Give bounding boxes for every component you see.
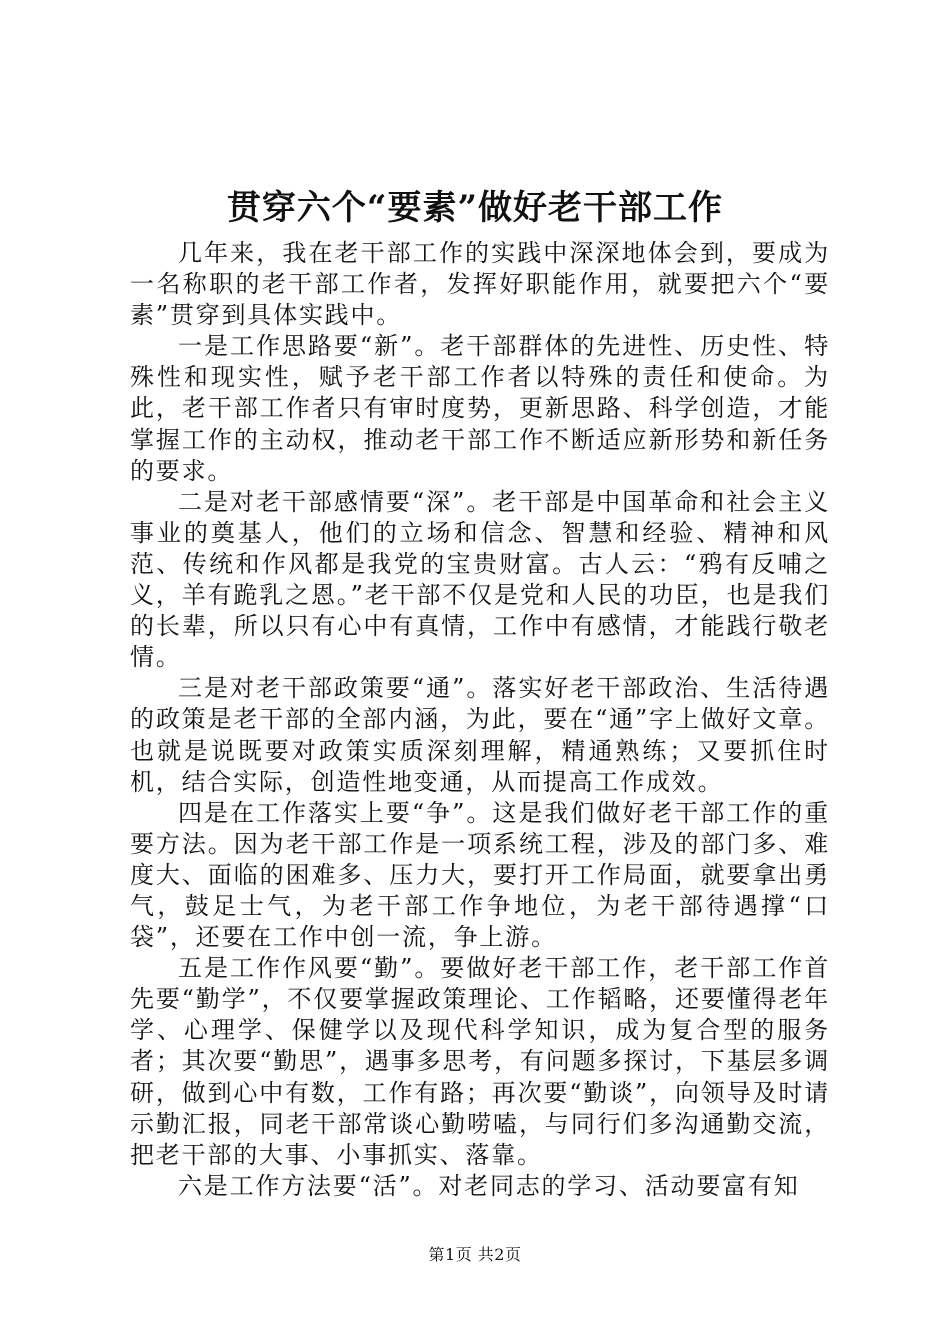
paragraph-point-4: 四是在工作落实上要“争”。这是我们做好老干部工作的重要方法。因为老干部工作是一项系统工程，涉及的部门多、难度大、面临的困难多、压力大，要打开工作局面，就要拿出勇气，鼓足士气，为老干部工作争地位，为老干部待遇撑“口袋”，还要在工作中创一流，争上游。 bbox=[130, 798, 830, 952]
paragraph-point-5: 五是工作作风要“勤”。要做好老干部工作，老干部工作首先要“勤学”，不仅要掌握政策理论、工作韬略，还要懂得老年学、心理学、保健学以及现代科学知识，成为复合型的服务者；其次要“勤思”，遇事多思考，有问题多探讨，下基层多调研，做到心中有数，工作有路；再次要“勤谈”，向领导及时请示勤汇报，同老干部常谈心勤唠嗑，与同行们多沟通勤交流，把老干部的大事、小事抓实、落靠。 bbox=[130, 954, 830, 1169]
paragraph-point-3: 三是对老干部政策要“通”。落实好老干部政治、生活待遇的政策是老干部的全部内涵，为此，要在“通”字上做好文章。也就是说既要对政策实质深刻理解，精通熟练；又要抓住时机，结合实际，创造性地变通，从而提高工作成效。 bbox=[130, 674, 830, 796]
paragraph-point-6: 六是工作方法要“活”。对老同志的学习、活动要富有知 bbox=[178, 1171, 800, 1200]
document-body bbox=[130, 238, 830, 1202]
paragraph-point-1: 一是工作思路要“新”。老干部群体的先进性、历史性、特殊性和现实性，赋予老干部工作者以特殊的责任和使命。为此，老干部工作者只有审时度势，更新思路、科学创造，才能掌握工作的主动权，推动老干部工作不断适应新形势和新任务的要求。 bbox=[130, 332, 830, 485]
page-number-footer: 第1页 共2页 bbox=[428, 1245, 522, 1264]
paragraph-point-2: 二是对老干部感情要“深”。老干部是中国革命和社会主义事业的奠基人，他们的立场和信念、智慧和经验、精神和风范、传统和作风都是我党的宝贵财富。古人云：“鸦有反哺之义，羊有跪乳之恩。”老干部不仅是党和人民的功臣，也是我们的长辈，所以只有心中有真情，工作中有感情，才能践行敬老情。 bbox=[130, 487, 830, 672]
paragraph-intro: 几年来，我在老干部工作的实践中深深地体会到，要成为一名称职的老干部工作者，发挥好职能作用，就要把六个“要素”贯穿到具体实践中。 bbox=[130, 239, 830, 330]
document-title: 贯穿六个“要素”做好老干部工作 bbox=[226, 188, 724, 228]
